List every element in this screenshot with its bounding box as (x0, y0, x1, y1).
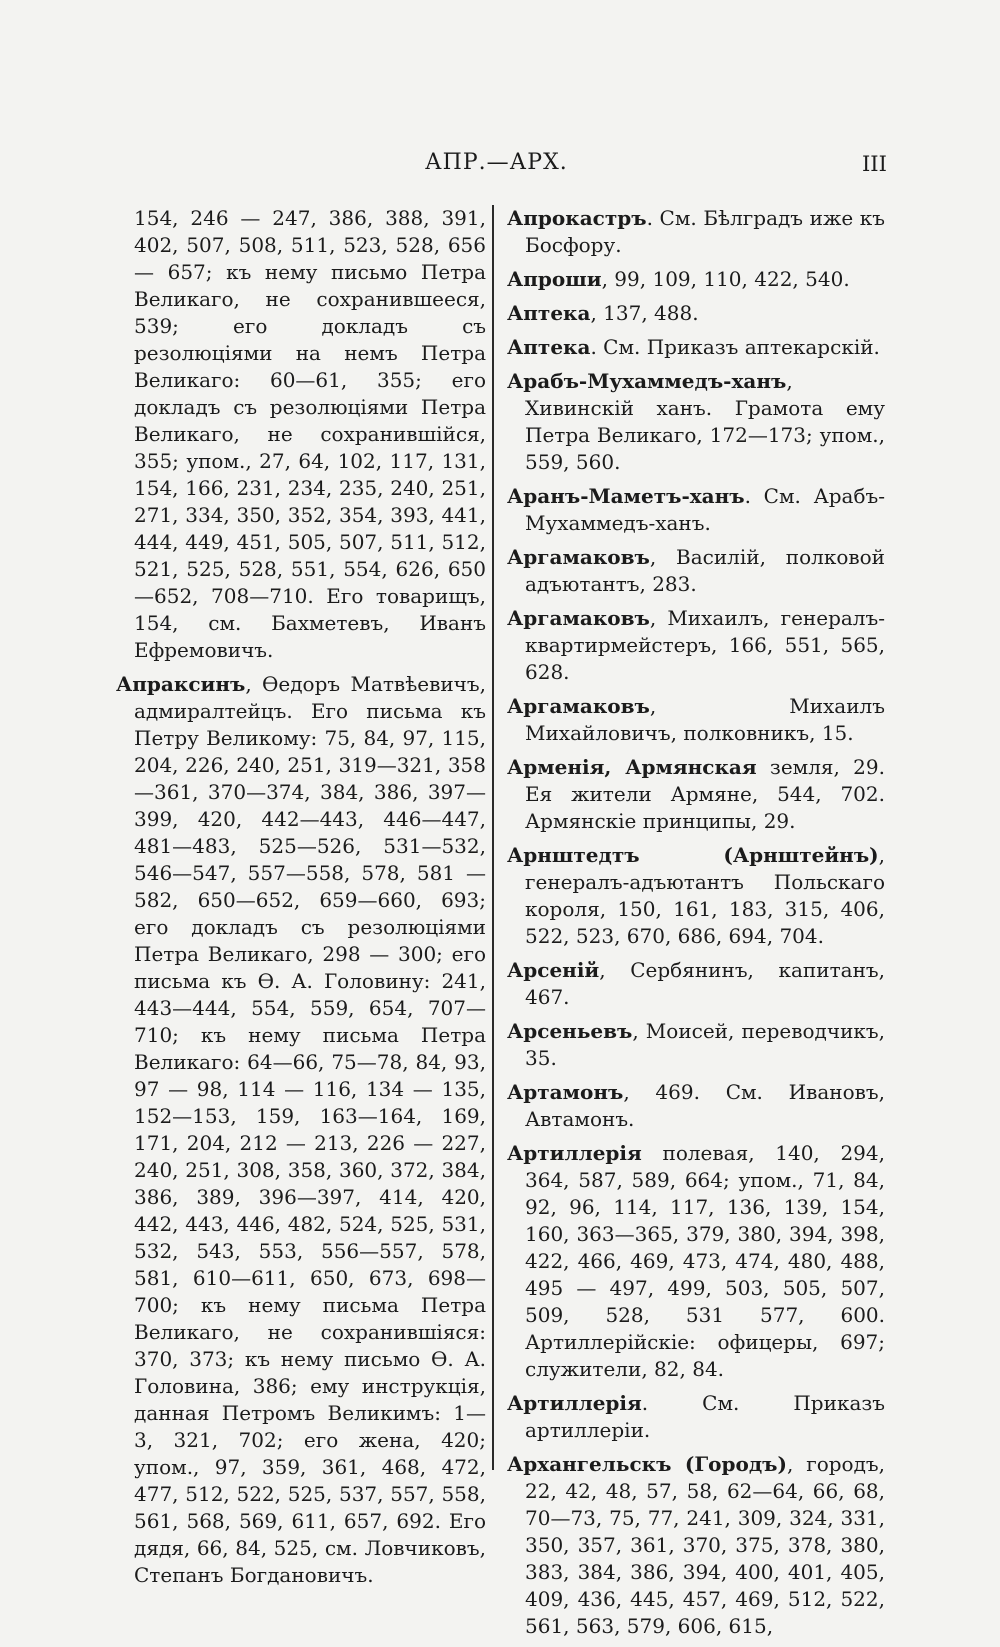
running-head: АПР.—АРХ. (425, 150, 568, 175)
entry-text: , Михаилъ Михайловичъ, полковникъ, 15. (525, 694, 885, 745)
page-header (0, 150, 1000, 190)
entry-text: , Василій, полковой адъютантъ, 283. (525, 545, 885, 596)
entry-text: , 137, 488. (590, 301, 699, 325)
entry-text: . См. Арабъ-Мухаммедъ-ханъ. (525, 484, 885, 535)
column-divider (492, 205, 494, 1470)
entry-headword: Апраксинъ (116, 672, 246, 696)
index-entry (507, 754, 885, 835)
index-entry (507, 483, 885, 537)
entry-headword: Арсеньевъ (507, 1019, 633, 1043)
entry-headword: Артамонъ (507, 1080, 624, 1104)
index-entry (507, 1140, 885, 1383)
index-entry (507, 205, 885, 259)
entry-headword: Артиллерія (507, 1141, 642, 1165)
entry-headword: Арнштедтъ (Арнштейнъ) (507, 843, 879, 867)
index-entry (507, 300, 885, 327)
index-entry (507, 693, 885, 747)
entry-headword: Аптека (507, 335, 591, 359)
index-entry (507, 605, 885, 686)
entry-text: , Михаилъ, генералъ-квартирмейстеръ, 166, 551, 565, 628. (525, 606, 885, 684)
entry-headword: Аргамаковъ (507, 694, 650, 718)
index-entry (116, 671, 486, 1589)
entry-text: . См. Приказъ артиллеріи. (525, 1391, 885, 1442)
right-column (507, 205, 885, 1647)
entry-headword: Арменія, Армянская (507, 755, 757, 779)
entry-text: , городъ, 22, 42, 48, 57, 58, 62—64, 66, 68, 70—73, 75, 77, 241, 309, 324, 331, 350, 357, 361, 370, 375, 378, 380, 383, 384, 386, 394, 400, 401, 405, 409, 436, 445, 457, 469, 512, 522, 561, 563, 579, 606, 615, (525, 1452, 885, 1638)
entry-text: . См. Бѣлградъ иже къ Босфору. (525, 206, 885, 257)
index-entry (507, 368, 885, 476)
entry-text: 154, 246 — 247, 386, 388, 391, 402, 507, 508, 511, 523, 528, 656 — 657; къ нему письмо Петра Великаго, не сохранившееся, 539; его докладъ съ резолюціями на немъ Петра Великаго: 60—61, 355; его докладъ съ резолюціями Петра Великаго, не сохранившійся, 355; упом., 27, 64, 102, 117, 131, 154, 166, 231, 234, 235, 240, 251, 271, 334, 350, 352, 354, 393, 441, 444, 449, 451, 505, 507, 511, 512, 521, 525, 528, 551, 554, 626, 650—652, 708—710. Его товарищъ, 154, см. Бахметевъ, Иванъ Ефремовичъ. (134, 206, 486, 662)
entry-headword: Аргамаковъ (507, 606, 650, 630)
index-entry (507, 544, 885, 598)
index-entry (507, 957, 885, 1011)
entry-text: . См. Приказъ аптекарскій. (590, 335, 880, 359)
entry-text: , Моисей, переводчикъ, 35. (525, 1019, 885, 1070)
entry-text: полевая, 140, 294, 364, 587, 589, 664; упом., 71, 84, 92, 96, 114, 117, 136, 139, 154, 160, 363—365, 379, 380, 394, 398, 422, 466, 469, 473, 474, 480, 488, 495 — 497, 499, 503, 505, 507, 509, 528, 531 577, 600. Артиллерійскіе: офицеры, 697; служители, 82, 84. (525, 1141, 885, 1381)
index-entry (507, 1451, 885, 1640)
entry-headword: Аргамаковъ (507, 545, 650, 569)
entry-headword: Аптека (507, 301, 591, 325)
entry-headword: Апрокастръ (507, 206, 647, 230)
index-entry (507, 266, 885, 293)
index-entry (507, 334, 885, 361)
entry-text: , 99, 109, 110, 422, 540. (601, 267, 850, 291)
entry-headword: Арсеній (507, 958, 600, 982)
index-entry (507, 1018, 885, 1072)
entry-text: , 469. См. Ивановъ, Автамонъ. (525, 1080, 885, 1131)
index-entry (507, 1079, 885, 1133)
index-entry-continued (116, 205, 486, 664)
page-number: III (862, 152, 887, 176)
entry-headword: Артиллерія (507, 1391, 642, 1415)
entry-headword: Арабъ-Мухаммедъ-ханъ (507, 369, 787, 393)
entry-text: , Ѳедоръ Матвѣевичъ, адмиралтейцъ. Его письма къ Петру Великому: 75, 84, 97, 115, 204, 226, 240, 251, 319—321, 358—361, 370—374, 384, 386, 397—399, 420, 442—443, 446—447, 481—483, 525—526, 531—532, 546—547, 557—558, 578, 581 — 582, 650—652, 659—660, 693; его докладъ съ резолюціями Петра Великаго, 298 — 300; его письма къ Ѳ. А. Головину: 241, 443—444, 554, 559, 654, 707—710; къ нему письма Петра Великаго: 64—66, 75—78, 84, 93, 97 — 98, 114 — 116, 134 — 135, 152—153, 159, 163—164, 169, 171, 204, 212 — 213, 226 — 227, 240, 251, 308, 358, 360, 372, 384, 386, 389, 396—397, 414, 420, 442, 443, 446, 482, 524, 525, 531, 532, 543, 553, 556—557, 578, 581, 610—611, 650, 673, 698—700; къ нему письма Петра Великаго, не сохранившіяся: 370, 373; къ нему письмо Ѳ. А. Головина, 386; ему инструкція, данная Петромъ Великимъ: 1—3, 321, 702; его жена, 420; упом., 97, 359, 361, 468, 472, 477, 512, 522, 525, 537, 557, 558, 561, 568, 569, 611, 657, 692. Его дядя, 66, 84, 525, см. Ловчиковъ, Степанъ Богдановичъ. (134, 672, 486, 1587)
index-entry (507, 842, 885, 950)
entry-text: , Хивинскій ханъ. Грамота ему Петра Великаго, 172—173; упом., 559, 560. (525, 369, 885, 474)
entry-text: , Сербянинъ, капитанъ, 467. (525, 958, 885, 1009)
index-entry (507, 1390, 885, 1444)
entry-headword: Аранъ-Маметъ-ханъ (507, 484, 745, 508)
left-column (116, 205, 486, 1596)
entry-headword: Архангельскъ (Городъ) (507, 1452, 787, 1476)
entry-headword: Апроши (507, 267, 602, 291)
entry-text: земля, 29. Ея жители Армяне, 544, 702. Армянскіе принципы, 29. (525, 755, 885, 833)
entry-text: , генералъ-адъютантъ Польскаго короля, 150, 161, 183, 315, 406, 522, 523, 670, 686, 694, 704. (525, 843, 885, 948)
